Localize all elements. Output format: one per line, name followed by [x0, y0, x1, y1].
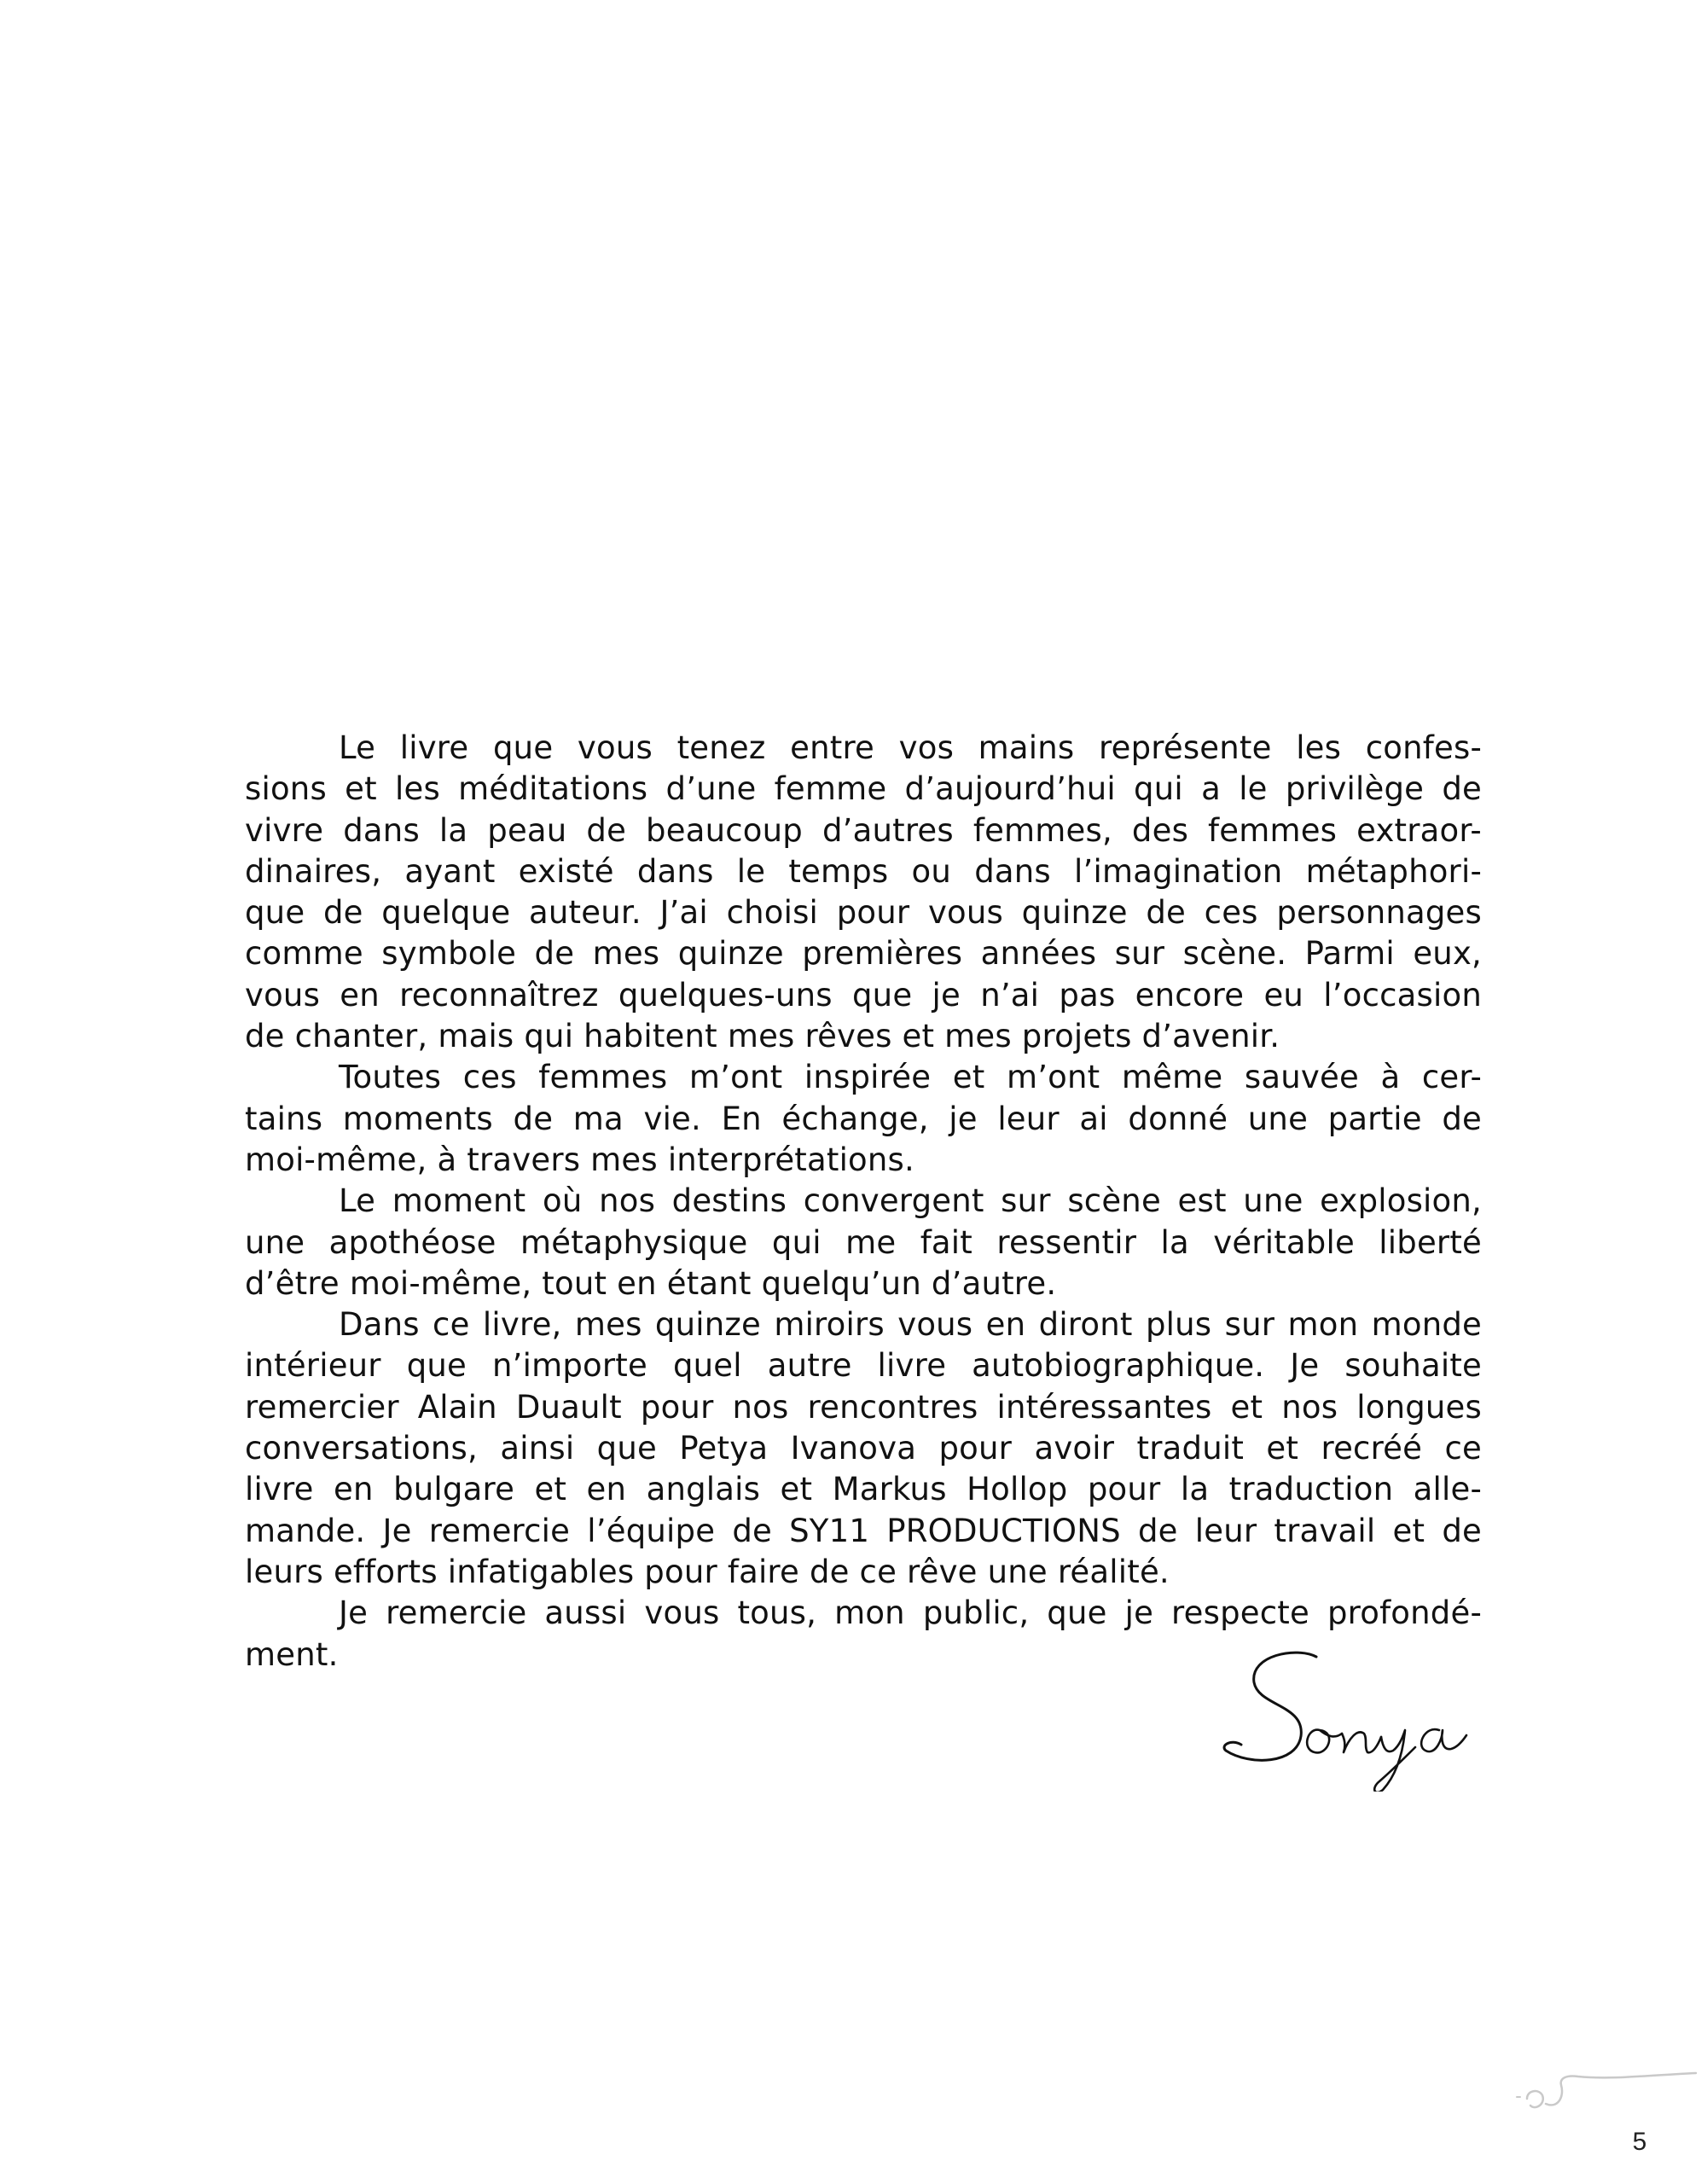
text-line: conversations, ainsi que Petya Ivanova pour avoir traduit et recréé ce	[245, 1430, 1482, 1467]
decorative-flourish-icon	[1501, 2065, 1698, 2120]
text-line: comme symbole de mes quinze premières années sur scène. Parmi eux,	[245, 935, 1482, 973]
text-line: Le moment où nos destins convergent sur scène est une explosion,	[339, 1182, 1482, 1220]
text-line: livre en bulgare et en anglais et Markus Hollop pour la traduction alle-	[245, 1471, 1482, 1508]
text-line: leurs efforts infatigables pour faire de ce rêve une réalité.	[245, 1553, 1170, 1590]
text-line: intérieur que n’importe quel autre livre autobiographique. Je souhaite	[245, 1347, 1482, 1385]
text-line: Je remercie aussi vous tous, mon public, que je respecte profondé-	[339, 1594, 1482, 1632]
text-line: dinaires, ayant existé dans le temps ou dans l’imagination métaphori-	[245, 852, 1482, 890]
body-text	[245, 728, 1482, 1676]
text-line: de chanter, mais qui habitent mes rêves et mes projets d’avenir.	[245, 1018, 1280, 1055]
text-line: vivre dans la peau de beaucoup d’autres femmes, des femmes extraor-	[245, 811, 1482, 849]
text-line: mande. Je remercie l’équipe de SY11 PRODUCTIONS de leur travail et de	[245, 1512, 1482, 1549]
text-line: moi-même, à travers mes interprétations.	[245, 1141, 914, 1178]
text-line: Toutes ces femmes m’ont inspirée et m’ont même sauvée à cer-	[339, 1059, 1482, 1096]
text-line: sions et les méditations d’une femme d’aujourd’hui qui a le privilège de	[245, 770, 1482, 808]
text-line: Dans ce livre, mes quinze miroirs vous en diront plus sur mon monde	[339, 1306, 1482, 1344]
text-line: vous en reconnaîtrez quelques-uns que je n’ai pas encore eu l’occasion	[245, 976, 1482, 1014]
text-line: Le livre que vous tenez entre vos mains représente les confes-	[339, 729, 1482, 766]
text-line: ment.	[245, 1635, 339, 1673]
text-line: que de quelque auteur. J’ai choisi pour vous quinze de ces personnages	[245, 894, 1482, 932]
text-line: d’être moi-même, tout en étant quelqu’un d’autre.	[245, 1264, 1057, 1302]
text-line: tains moments de ma vie. En échange, je leur ai donné une partie de	[245, 1100, 1482, 1137]
text-line: remercier Alain Duault pour nos rencontres intéressantes et nos longues	[245, 1388, 1482, 1426]
handwritten-signature	[1216, 1638, 1497, 1792]
text-line: une apothéose métaphysique qui me fait ressentir la véritable liberté	[245, 1223, 1482, 1261]
page-number: 5	[1632, 2128, 1647, 2156]
